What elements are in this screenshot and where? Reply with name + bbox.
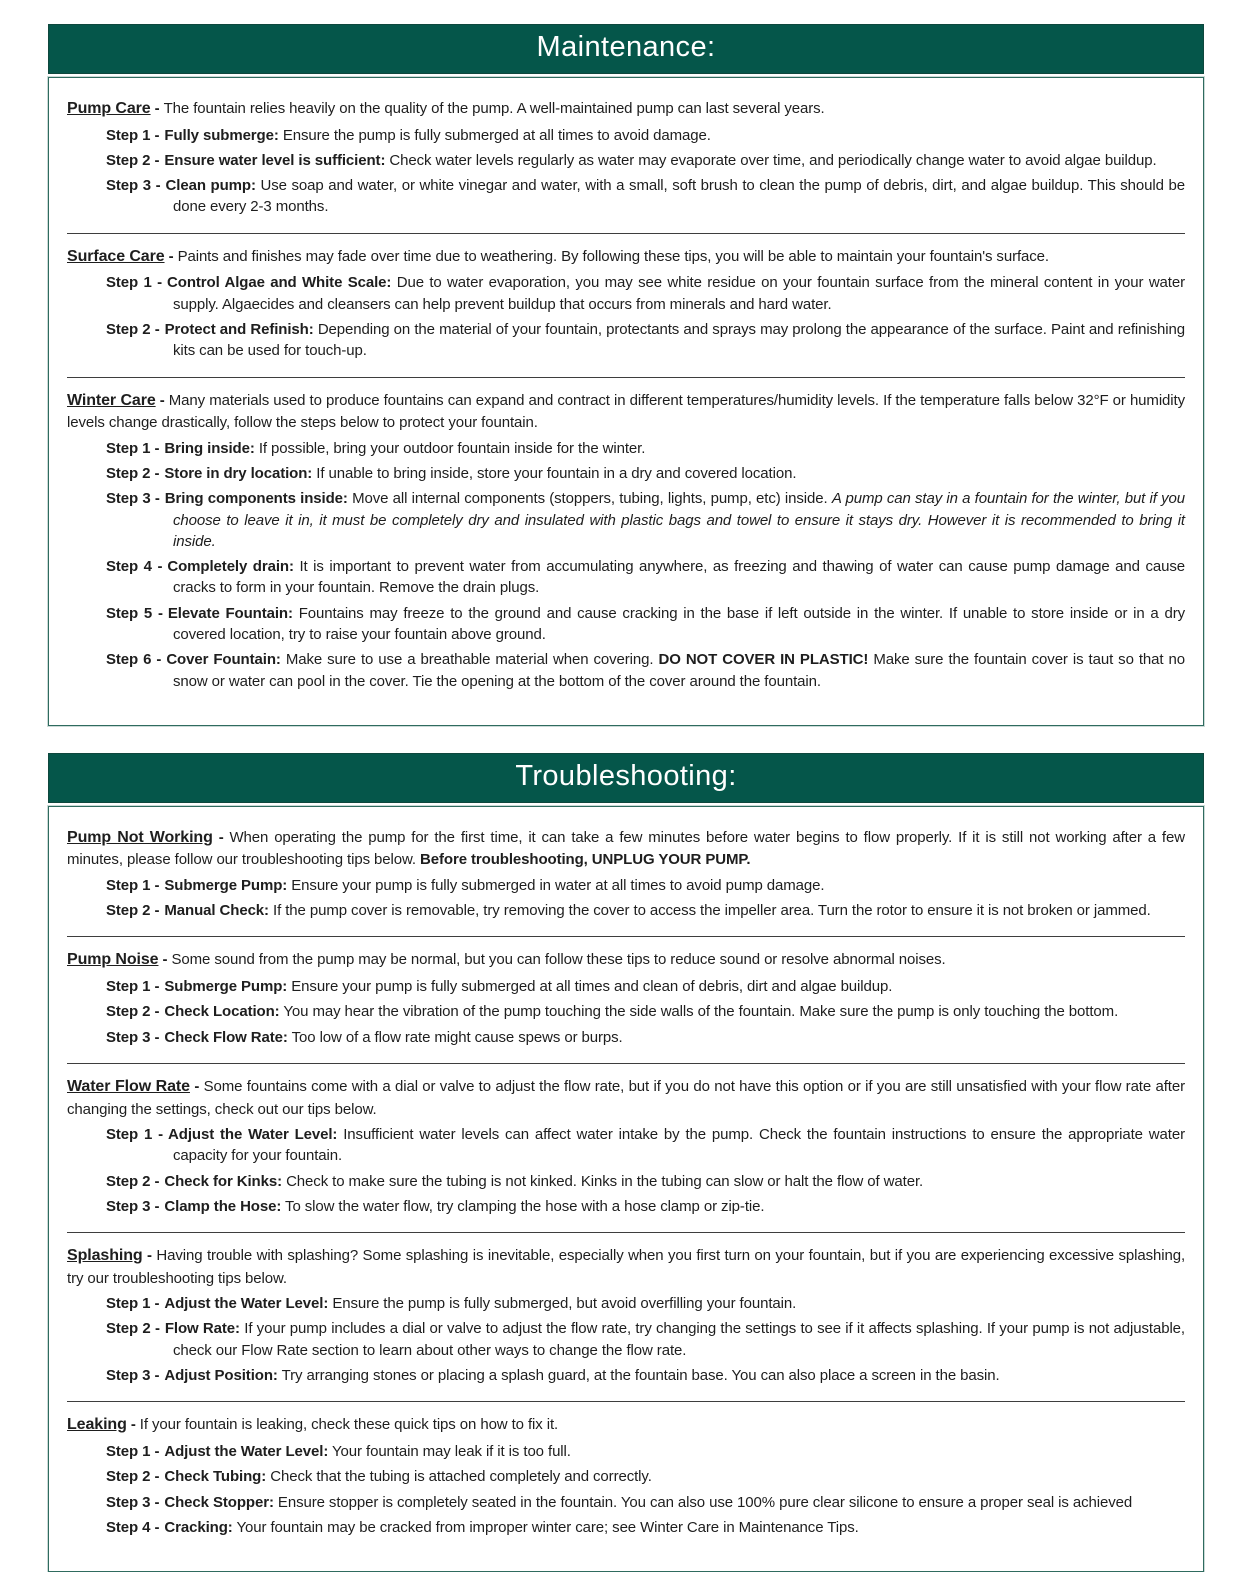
step-text: Use soap and water, or white vinegar and water, with a small, soft brush to clean the pump of debris, dirt, and algae buildup. This should be done every 2-3 months. — [173, 177, 1185, 216]
step-text: Too low of a flow rate might cause spews or burps. — [291, 1028, 623, 1046]
step-name: Flow Rate: — [164, 1320, 240, 1338]
topic-pump-care — [67, 98, 1185, 233]
step-text: If possible, bring your outdoor fountain inside for the winter. — [258, 439, 646, 457]
step-3 — [67, 1365, 1185, 1386]
step-5 — [67, 603, 1185, 646]
step-label: Step 2 - — [106, 1320, 160, 1338]
step-4 — [67, 1517, 1185, 1538]
topic-water-flow-rate — [67, 1063, 1185, 1232]
step-text: Your fountain may leak if it is too full. — [332, 1443, 571, 1461]
step-text: Move all internal components (stoppers, tubing, lights, pump, etc) inside. — [352, 490, 832, 508]
intro-text: Before troubleshooting, UNPLUG YOUR PUMP. — [420, 851, 751, 869]
steps-list — [67, 1293, 1185, 1386]
step-label: Step 1 - — [106, 1125, 164, 1143]
step-text: If unable to bring inside, store your fountain in a dry and covered location. — [316, 464, 797, 482]
step-1 — [67, 125, 1185, 146]
topic-heading: Pump Not Working — [67, 828, 213, 846]
step-text: A pump can stay in a fountain for the winter, but if you choose to leave it in, it must be completely dry and insulated with plastic bags and towel to ensure it stays dry. However it is recommended to bring it inside. — [173, 490, 1185, 550]
step-name: Adjust the Water Level: — [168, 1125, 338, 1143]
step-name: Check Location: — [164, 1003, 280, 1021]
step-3 — [67, 488, 1185, 552]
steps-list — [67, 976, 1185, 1048]
step-label: Step 1 - — [106, 126, 160, 144]
step-name: Clamp the Hose: — [164, 1197, 282, 1215]
step-name: Cracking: — [164, 1518, 233, 1536]
topic-intro — [67, 1245, 1185, 1289]
step-label: Step 3 - — [106, 490, 160, 508]
step-text: Check that the tubing is attached completely and correctly. — [270, 1468, 652, 1486]
topic-dash: - — [142, 1247, 157, 1265]
step-label: Step 2 - — [106, 1172, 160, 1190]
step-label: Step 1 - — [106, 439, 160, 457]
step-2 — [67, 463, 1185, 484]
step-text: Insufficient water levels can affect water intake by the pump. Check the fountain instructions to ensure the appropriate water capacity for your fountain. — [173, 1125, 1185, 1165]
topic-intro — [67, 98, 1185, 121]
step-label: Step 5 - — [106, 604, 163, 622]
step-3 — [67, 1027, 1185, 1048]
step-name: Check Flow Rate: — [164, 1028, 288, 1046]
steps-list — [67, 875, 1185, 922]
topic-leaking — [67, 1401, 1185, 1553]
step-2 — [67, 150, 1185, 171]
topic-dash: - — [212, 828, 230, 846]
step-text: Check to make sure the tubing is not kinked. Kinks in the tubing can slow or halt the flow of water. — [286, 1172, 924, 1190]
step-text: Ensure stopper is completely seated in the fountain. You can also use 100% pure clear silicone to ensure a proper seal is achieved — [277, 1493, 1133, 1511]
topic-intro — [67, 390, 1185, 434]
step-2 — [67, 319, 1185, 362]
step-label: Step 1 - — [106, 274, 163, 292]
step-1 — [67, 1293, 1185, 1314]
topic-heading: Winter Care — [67, 391, 156, 409]
step-label: Step 3 - — [106, 1493, 160, 1511]
step-text: Ensure your pump is fully submerged at all times and clean of debris, dirt and algae buildup. — [291, 978, 893, 996]
topic-winter-care — [67, 377, 1185, 707]
step-name: Elevate Fountain: — [167, 604, 293, 622]
step-text: Fountains may freeze to the ground and cause cracking in the base if left outside in the winter. If unable to store inside or in a dry covered location, try to raise your fountain above ground. — [173, 604, 1185, 643]
step-text: If your pump includes a dial or valve to adjust the flow rate, try changing the settings to see if it affects splashing. If your pump is not adjustable, check our Flow Rate section to learn about other ways to change the flow rate. — [173, 1320, 1185, 1359]
steps-list — [67, 125, 1185, 218]
step-name: Check for Kinks: — [164, 1172, 282, 1190]
step-text: If the pump cover is removable, try removing the cover to access the impeller area. Turn the rotor to ensure it is not broken or jammed. — [273, 902, 1151, 919]
step-label: Step 2 - — [106, 1003, 160, 1021]
step-1 — [67, 976, 1185, 997]
step-1 — [67, 272, 1185, 315]
intro-text: If your fountain is leaking, check these quick tips on how to fix it. — [139, 1416, 559, 1434]
topic-intro — [67, 1076, 1185, 1120]
step-label: Step 1 - — [106, 1443, 160, 1461]
step-name: Adjust the Water Level: — [164, 1443, 329, 1461]
step-label: Step 1 - — [106, 1295, 160, 1313]
step-3 — [67, 175, 1185, 218]
step-name: Protect and Refinish: — [164, 321, 314, 339]
step-6 — [67, 649, 1185, 692]
intro-text: Some sound from the pump may be normal, but you can follow these tips to reduce sound or resolve abnormal noises. — [171, 951, 946, 969]
topic-dash: - — [189, 1077, 204, 1095]
step-label: Step 2 - — [106, 151, 160, 169]
step-2 — [67, 1466, 1185, 1487]
section-header-bar-maintenance — [48, 24, 1204, 74]
step-name: Check Stopper: — [164, 1493, 274, 1511]
step-name: Cover Fountain: — [166, 651, 281, 669]
topic-dash: - — [126, 1416, 140, 1434]
steps-list — [67, 1441, 1185, 1538]
section-header-bar-troubleshooting — [48, 753, 1204, 803]
step-label: Step 1 - — [106, 978, 160, 996]
topic-intro — [67, 949, 1185, 972]
steps-list — [67, 1124, 1185, 1217]
section-body-maintenance — [48, 77, 1204, 726]
step-name: Completely drain: — [167, 558, 294, 576]
step-label: Step 3 - — [106, 1367, 160, 1385]
topic-dash: - — [164, 247, 178, 265]
step-text: Make sure to use a breathable material when covering. — [285, 651, 659, 669]
step-label: Step 2 - — [106, 321, 160, 339]
intro-text: The fountain relies heavily on the quality of the pump. A well-maintained pump can last several years. — [163, 99, 825, 117]
topic-heading: Surface Care — [67, 247, 165, 265]
step-2 — [67, 1318, 1185, 1361]
topic-splashing — [67, 1232, 1185, 1401]
step-label: Step 3 - — [106, 1197, 160, 1215]
step-2 — [67, 1171, 1185, 1192]
step-2 — [67, 1001, 1185, 1022]
topic-intro — [67, 246, 1185, 269]
section-title: Maintenance: — [536, 31, 716, 63]
steps-list — [67, 438, 1185, 692]
intro-text: Some fountains come with a dial or valve to adjust the flow rate, but if you do not have this option or if you are still unsatisfied with your flow rate after changing the settings, check out our tips below. — [67, 1077, 1185, 1118]
step-4 — [67, 556, 1185, 599]
step-2 — [67, 900, 1185, 921]
step-label: Step 4 - — [106, 1518, 160, 1536]
step-name: Adjust the Water Level: — [164, 1295, 329, 1313]
step-label: Step 2 - — [106, 464, 160, 482]
step-1 — [67, 1441, 1185, 1462]
topic-heading: Water Flow Rate — [67, 1077, 190, 1095]
topic-dash: - — [158, 951, 172, 969]
intro-text: Many materials used to produce fountains can expand and contract in different temperatures/humidity levels. If the temperature falls below 32°F or humidity levels change drastically, follow the steps below to protect your fountain. — [67, 391, 1185, 432]
topic-surface-care — [67, 233, 1185, 377]
step-text: Ensure the pump is fully submerged at all times to avoid damage. — [282, 126, 711, 144]
intro-text: Having trouble with splashing? Some splashing is inevitable, especially when you first turn on your fountain, but if you are experiencing excessive splashing, try our troubleshooting tips below. — [67, 1247, 1186, 1287]
step-name: Check Tubing: — [164, 1468, 267, 1486]
step-label: Step 2 - — [106, 1468, 160, 1486]
topic-intro — [67, 1414, 1185, 1437]
step-label: Step 3 - — [106, 1028, 160, 1046]
topic-dash: - — [155, 391, 169, 409]
step-name: Fully submerge: — [164, 126, 279, 144]
step-1 — [67, 875, 1185, 896]
section-title: Troubleshooting: — [515, 759, 737, 792]
step-text: Try arranging stones or placing a splash guard, at the fountain base. You can also place a screen in the basin. — [281, 1367, 1000, 1385]
topic-intro — [67, 827, 1185, 871]
step-name: Submerge Pump: — [164, 978, 288, 996]
step-label: Step 3 - — [106, 177, 161, 195]
step-text: Ensure the pump is fully submerged, but avoid overfilling your fountain. — [332, 1295, 797, 1313]
topic-heading: Splashing — [67, 1247, 143, 1265]
step-3 — [67, 1492, 1185, 1513]
intro-text: When operating the pump for the first time, it can take a few minutes before water begins to flow properly. If it is still not working after a few minutes, please follow our troubleshooting tips below. — [67, 828, 1185, 869]
step-name: Store in dry location: — [164, 464, 313, 482]
step-text: DO NOT COVER IN PLASTIC! — [658, 651, 869, 669]
section-maintenance — [48, 24, 1204, 726]
step-name: Bring components inside: — [164, 490, 348, 508]
section-troubleshooting — [48, 753, 1204, 1572]
step-name: Manual Check: — [164, 902, 269, 919]
step-text: It is important to prevent water from accumulating anywhere, as freezing and thawing of water can cause pump damage and cause cracks to form in your fountain. Remove the drain plugs. — [173, 558, 1185, 597]
step-name: Clean pump: — [165, 177, 256, 195]
topic-pump-noise — [67, 936, 1185, 1063]
step-text: You may hear the vibration of the pump touching the side walls of the fountain. Make sure the pump is only touching the bottom. — [283, 1003, 1119, 1021]
step-text: Depending on the material of your fountain, protectants and sprays may prolong the appearance of the surface. Paint and refinishing kits can be used for touch-up. — [173, 321, 1186, 360]
step-label: Step 2 - — [106, 902, 160, 919]
step-text: Due to water evaporation, you may see white residue on your fountain surface from the mineral content in your water supply. Algaecides and cleansers can help prevent buildup that occurs from minerals and hard water. — [173, 274, 1185, 313]
step-1 — [67, 438, 1185, 459]
topic-pump-not-working — [67, 827, 1185, 937]
step-label: Step 1 - — [106, 876, 160, 894]
step-name: Control Algae and White Scale: — [167, 274, 392, 292]
step-text: To slow the water flow, try clamping the hose with a hose clamp or zip-tie. — [285, 1197, 765, 1215]
steps-list — [67, 272, 1185, 361]
step-text: Ensure your pump is fully submerged in water at all times to avoid pump damage. — [291, 876, 825, 894]
topic-dash: - — [150, 99, 164, 117]
step-text: Check water levels regularly as water may evaporate over time, and periodically change water to avoid algae buildup. — [389, 151, 1157, 169]
section-body-troubleshooting — [48, 806, 1204, 1572]
topic-heading: Leaking — [67, 1416, 127, 1434]
step-3 — [67, 1196, 1185, 1217]
step-label: Step 6 - — [106, 651, 162, 669]
topic-heading: Pump Noise — [67, 951, 159, 969]
step-name: Ensure water level is sufficient: — [164, 151, 386, 169]
step-text: Your fountain may be cracked from improper winter care; see Winter Care in Maintenance Tips. — [236, 1518, 859, 1536]
step-1 — [67, 1124, 1185, 1167]
intro-text: Paints and finishes may fade over time due to weathering. By following these tips, you will be able to maintain your fountain's surface. — [177, 247, 1049, 265]
step-text: Make sure the fountain cover is taut so that no snow or water can pool in the cover. Tie the opening at the bottom of the cover around the fountain. — [173, 651, 1185, 690]
step-name: Adjust Position: — [164, 1367, 278, 1385]
topic-heading: Pump Care — [67, 99, 151, 117]
step-name: Bring inside: — [164, 439, 255, 457]
step-name: Submerge Pump: — [164, 876, 288, 894]
step-label: Step 4 - — [106, 558, 163, 576]
